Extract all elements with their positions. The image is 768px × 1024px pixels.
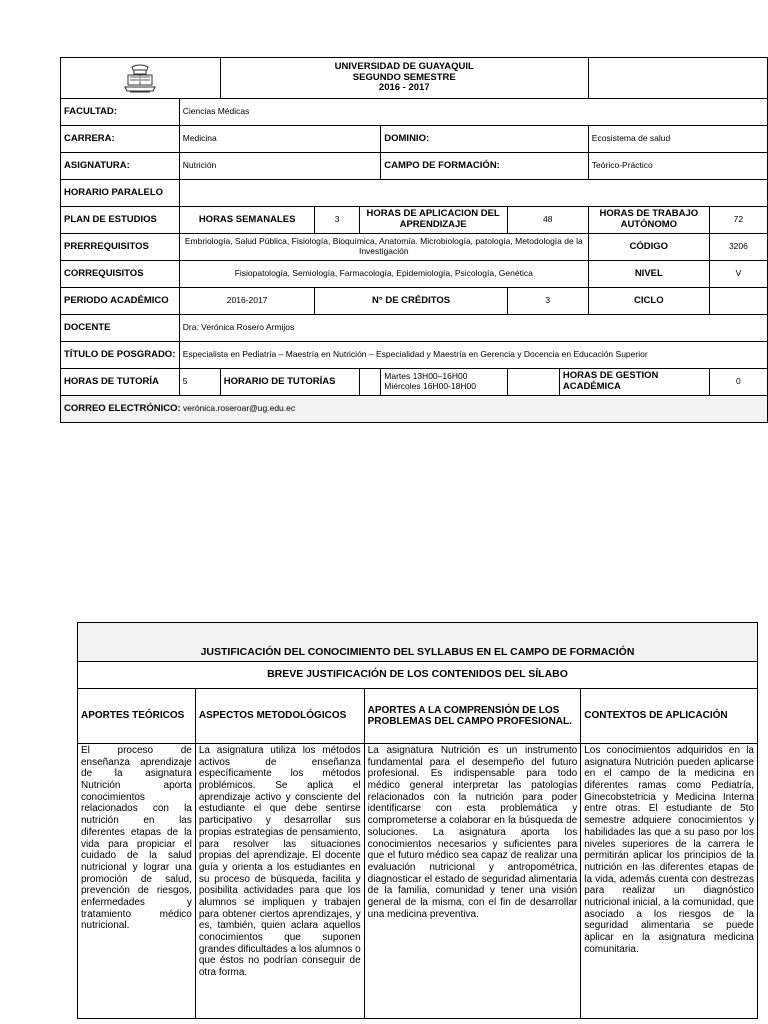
tutorias-spacer-2 xyxy=(507,369,559,396)
justification-title: JUSTIFICACIÓN DEL CONOCIMIENTO DEL SYLLABUS EN EL CAMPO DE FORMACIÓN xyxy=(78,623,758,662)
prerreq-label: PRERREQUISITOS xyxy=(61,234,180,261)
asignatura-value: Nutrición xyxy=(179,153,381,180)
horas-trabajo-value: 72 xyxy=(709,207,767,234)
periodo-value: 2016-2017 xyxy=(179,288,315,315)
correo-value: verónica.roseroar@ug.edu.ec xyxy=(183,402,296,413)
horario-tutorias-label: HORARIO DE TUTORÍAS xyxy=(220,369,359,396)
nivel-value: V xyxy=(709,261,767,288)
justification-subtitle: BREVE JUSTIFICACIÓN DE LOS CONTENIDOS DEL SÍLABO xyxy=(78,662,758,689)
nivel-label: NIVEL xyxy=(588,261,709,288)
header-title: UNIVERSIDAD DE GUAYAQUIL SEGUNDO SEMESTRE 2016 - 2017 xyxy=(220,58,588,99)
periodo-label: PERIODO ACADÉMICO xyxy=(61,288,180,315)
creditos-label: N° DE CRÉDITOS xyxy=(315,288,507,315)
correo-row xyxy=(61,396,768,423)
justification-table xyxy=(77,622,758,1019)
asignatura-label: ASIGNATURA: xyxy=(61,153,180,180)
posgrado-label: TÍTULO DE POSGRADO: xyxy=(61,342,180,369)
horario-label: HORARIO PARALELO xyxy=(61,180,180,207)
university-logo xyxy=(61,58,221,99)
horas-aplicacion-label: HORAS DE APLICACION DEL APRENDIZAJE xyxy=(359,207,507,234)
horario-tutorias-value: Martes 13H00–16H00 Miércoles 16H00-18H00 xyxy=(381,369,507,396)
content-cell: El proceso de enseñanza aprendizaje de la asignatura Nutrición aporta conocimientos relacionados con la nutrición en las diferentes etapas de la vida para propiciar el cuidado de la salud nutricional y lograr una promoción de salud, prevención de riesgos, enfermedades y tratamiento médico nutricional. xyxy=(78,744,196,1019)
column-header: CONTEXTOS DE APLICACIÓN xyxy=(581,689,758,744)
horas-semanales-value: 3 xyxy=(315,207,359,234)
tutorias-spacer xyxy=(359,369,381,396)
gestion-value: 0 xyxy=(709,369,767,396)
content-cell: La asignatura Nutrición es un instrumento fundamental para el desempeño del futuro profesional. Es indispensable para todo médico general interpretar las patologías relacionados con la nutrición para poder identificarse con esta problemática y comprometerse a colaborar en la búsqueda de soluciones. La asignatura aporta los conocimientos necesarios y suficientes para que el futuro médico sea capaz de realizar una evaluación nutricional y antropométrica, diagnosticar el estado de seguridad alimentaria de la familia, comunidad y tener una visión general de la misma, con el fin de desarrollar una medicina preventiva. xyxy=(364,744,581,1019)
horario-value xyxy=(179,180,767,207)
tutoria-value: 5 xyxy=(179,369,220,396)
horas-semanales-label: HORAS SEMANALES xyxy=(179,207,315,234)
facultad-value: Ciencias Médicas xyxy=(179,99,767,126)
correq-label: CORREQUISITOS xyxy=(61,261,180,288)
column-header: APORTES TEÓRICOS xyxy=(78,689,196,744)
docente-value: Dra. Verónica Rosero Armijos xyxy=(179,315,767,342)
facultad-label: FACULTAD: xyxy=(61,99,180,126)
creditos-value: 3 xyxy=(507,288,588,315)
column-header: ASPECTOS METODOLÓGICOS xyxy=(195,689,364,744)
campo-value: Teórico-Práctico xyxy=(588,153,767,180)
syllabus-info-table xyxy=(60,57,768,423)
plan-label: PLAN DE ESTUDIOS xyxy=(61,207,180,234)
codigo-value: 3206 xyxy=(709,234,767,261)
carrera-value: Medicina xyxy=(179,126,381,153)
horas-trabajo-label: HORAS DE TRABAJO AUTÓNOMO xyxy=(588,207,709,234)
carrera-label: CARRERA: xyxy=(61,126,180,153)
correo-label: CORREO ELECTRÓNICO: xyxy=(64,402,181,414)
codigo-label: CÓDIGO xyxy=(588,234,709,261)
content-cell: La asignatura utiliza los métodos activos de enseñanza específicamente los métodos problémicos. Se aplica el aprendizaje activo y consciente del estudiante el que debe sentirse participativo y desarrollar sus propias estrategias de pensamiento, para resolver las situaciones propias del aprendizaje. El docente guía y orienta a los estudiantes en su proceso de búsqueda, facilita y posibilita actividades para que los alumnos se impliquen y trabajen para obtener ciertos aprendizajes, y es, también, quien aclara aquellos conocimientos que suponen grandes dificultades a los alumnos o que éstos no podrían conseguir de otra forma. xyxy=(195,744,364,1019)
content-cell: Los conocimientos adquiridos en la asignatura Nutrición pueden aplicarse en el campo de la medicina en diferentes ramas como Pediatría, Ginecobstetricia y Medicina Interna entre otras. El estudiante de 5to semestre adquiere conocimientos y habilidades las que a su paso por los niveles superiores de la carrera le permitirán aplicar los principios de la nutrición en las diferentes etapas de la vida, además cuenta con destrezas para realizar un diagnóstico nutricional inicial, a la comunidad, que asociado a los riesgos de la seguridad alimentaria se puede aplicar en la asignatura medicina comunitaria. xyxy=(581,744,758,1019)
horas-aplicacion-value: 48 xyxy=(507,207,588,234)
posgrado-value: Especialista en Pediatría – Maestría en Nutrición – Especialidad y Maestría en Gerencia y Docencia en Educación Superior xyxy=(179,342,767,369)
university-emblem-icon xyxy=(120,61,160,95)
gestion-label: HORAS DE GESTION ACADÉMICA xyxy=(559,369,709,396)
correq-value: Fisiopatología, Semiología, Farmacología, Epidemiología, Psicología, Genética xyxy=(179,261,588,288)
campo-label: CAMPO DE FORMACIÓN: xyxy=(381,153,589,180)
docente-label: DOCENTE xyxy=(61,315,180,342)
header-blank xyxy=(588,58,767,99)
ciclo-label: CICLO xyxy=(588,288,709,315)
tutoria-label: HORAS DE TUTORÍA xyxy=(61,369,180,396)
column-header: APORTES A LA COMPRENSIÓN DE LOS PROBLEMAS DEL CAMPO PROFESIONAL. xyxy=(364,689,581,744)
dominio-label: DOMINIO: xyxy=(381,126,589,153)
dominio-value: Ecosistema de salud xyxy=(588,126,767,153)
prerreq-value: Embriología, Salud Pública, Fisiología, Bioquímica, Anatomía. Microbiología, patología, Metodología de la Investigación xyxy=(179,234,588,261)
ciclo-value xyxy=(709,288,767,315)
